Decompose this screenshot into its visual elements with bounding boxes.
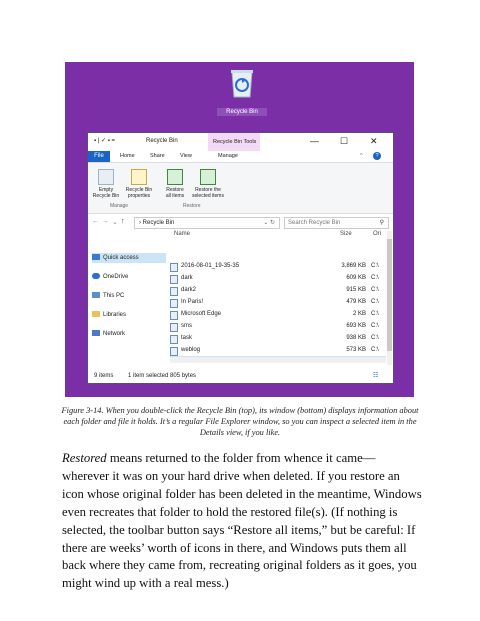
file-row[interactable]: Microsoft Edge 2 KB C:\ — [170, 309, 386, 319]
file-row[interactable]: weblog 573 KB C:\ — [170, 345, 386, 355]
up-icon[interactable]: ↑ — [121, 218, 125, 225]
restore-selected-button[interactable]: Restore the selected items — [191, 169, 225, 199]
window-title: Recycle Bin — [146, 138, 178, 144]
file-icon — [170, 299, 178, 308]
minimize-button[interactable]: — — [310, 136, 319, 146]
maximize-button[interactable]: ☐ — [340, 136, 349, 146]
address-bar-row — [88, 215, 393, 229]
file-row[interactable]: dark2 915 KB C:\ — [170, 285, 386, 295]
desktop-icon-label: Recycle Bin — [217, 108, 267, 116]
address-bar[interactable]: › Recycle Bin ⌄ ↻ — [134, 217, 280, 229]
nav-libraries[interactable]: Libraries — [92, 310, 126, 320]
nav-quick-access[interactable]: Quick access — [92, 253, 166, 263]
restore-selected-icon — [200, 169, 216, 185]
ribbon-collapse-icon[interactable]: ^ — [360, 153, 363, 159]
file-icon — [170, 347, 178, 356]
file-list — [170, 231, 386, 365]
lead-term: Restored — [62, 451, 107, 465]
ribbon-tabs — [88, 151, 393, 163]
nav-onedrive[interactable]: OneDrive — [92, 272, 128, 282]
search-input[interactable]: Search Recycle Bin ⚲ — [284, 217, 389, 229]
recent-chevron-icon[interactable]: ⌄ — [112, 219, 118, 226]
tab-manage[interactable]: Manage — [218, 153, 238, 159]
quick-access-toolbar[interactable]: ▪ | ✓ ▪ = — [94, 138, 116, 144]
body-text: means returned to the folder from whence it came—wherever it was on your hard drive when deleted. If you restore an icon whose original folder has been deleted in the meantime, Windows even recreates that folder to hold the restored file(s). (If nothing is selected, the toolbar button says “Restore all items,” but be careful: If there are weeks’ worth of icons in there, and Windows puts them all back where they came from, recreating original folders as it goes, you might wind up with a real mess.) — [62, 451, 422, 591]
nav-network[interactable]: Network — [92, 329, 125, 339]
tab-view[interactable]: View — [180, 153, 192, 159]
group-restore: Restore — [183, 203, 201, 209]
column-original-location[interactable]: Ori — [373, 231, 381, 237]
empty-bin-icon — [98, 169, 114, 185]
body-paragraph — [62, 450, 422, 593]
file-row[interactable]: sms 693 KB C:\ — [170, 321, 386, 331]
figure-caption: Figure 3-14. When you double-click the Recycle Bin (top), its window (bottom) displays information about each folder and file it holds. It’s a regular File Explorer window, so you can inspect a selected item in the Details view, if you like. — [61, 406, 419, 437]
file-row[interactable]: dark 609 KB C:\ — [170, 273, 386, 283]
column-size[interactable]: Size — [340, 231, 352, 237]
empty-recycle-bin-button[interactable]: Empty Recycle Bin — [92, 169, 120, 199]
item-count: 9 items — [94, 373, 114, 379]
file-icon — [170, 335, 178, 344]
shortcut-icon — [170, 311, 178, 320]
status-bar — [88, 369, 393, 383]
details-view-icon[interactable]: ☷ — [373, 373, 379, 379]
tab-file[interactable]: File — [88, 151, 110, 162]
file-icon — [170, 275, 178, 284]
file-icon — [170, 323, 178, 332]
restore-all-button[interactable]: Restore all items — [162, 169, 188, 199]
back-icon[interactable]: ← — [92, 218, 99, 225]
column-name[interactable]: Name — [174, 231, 191, 237]
explorer-window — [87, 132, 394, 384]
tab-home[interactable]: Home — [120, 153, 135, 159]
context-tab-header: Recycle Bin Tools — [208, 133, 260, 151]
navigation-pane — [88, 233, 168, 365]
vertical-scrollbar[interactable] — [387, 231, 392, 365]
help-icon[interactable]: ? — [373, 152, 381, 160]
nav-this-pc[interactable]: This PC — [92, 291, 124, 301]
recycle-bin-properties-button[interactable]: Recycle Bin properties — [124, 169, 154, 199]
file-icon — [170, 263, 178, 272]
close-button[interactable]: ✕ — [370, 136, 378, 146]
file-row[interactable]: 2016-08-01_19-35-35 3,869 KB C:\ — [170, 261, 386, 271]
horizontal-scrollbar[interactable] — [170, 357, 386, 363]
figure-screenshot — [65, 62, 414, 397]
selection-info: 1 item selected 805 bytes — [128, 373, 197, 379]
properties-icon — [131, 169, 147, 185]
tab-share[interactable]: Share — [150, 153, 165, 159]
restore-all-icon — [167, 169, 183, 185]
group-manage: Manage — [110, 203, 129, 209]
ribbon — [88, 163, 393, 214]
forward-icon[interactable]: → — [102, 218, 109, 225]
file-icon — [170, 287, 178, 296]
title-bar — [88, 133, 393, 151]
recycle-bin-icon[interactable] — [229, 68, 255, 98]
file-row[interactable]: In Paris! 479 KB C:\ — [170, 297, 386, 307]
file-row[interactable]: task 938 KB C:\ — [170, 333, 386, 343]
search-icon: ⚲ — [379, 220, 384, 226]
